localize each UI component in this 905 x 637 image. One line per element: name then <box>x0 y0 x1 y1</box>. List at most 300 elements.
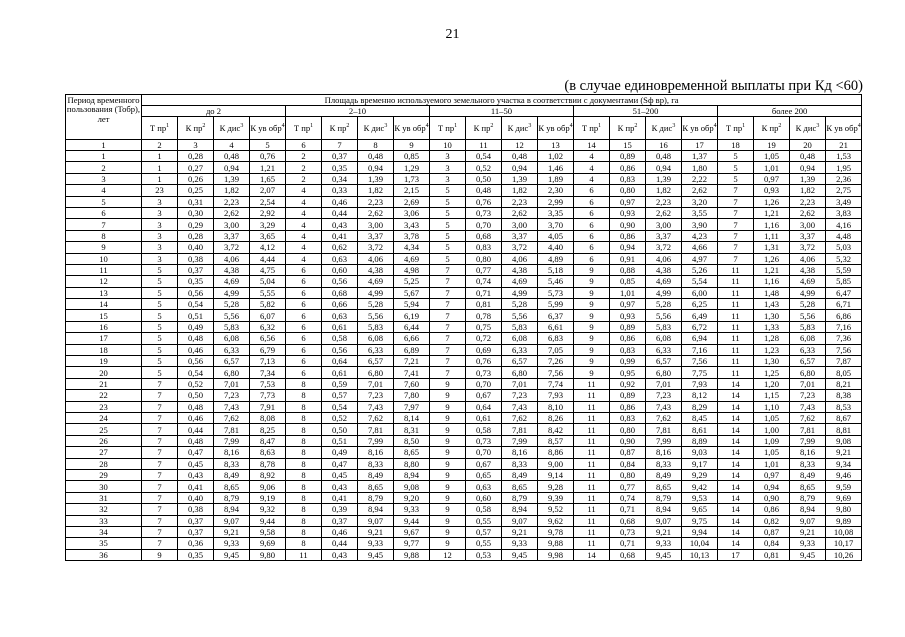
value-cell: 3,78 <box>394 230 430 241</box>
table-row <box>66 549 862 560</box>
value-cell: 1,37 <box>682 151 718 162</box>
subcolumn-header <box>286 117 322 140</box>
value-cell: 7 <box>142 458 178 469</box>
subcolumn-header <box>646 117 682 140</box>
value-cell: 3,00 <box>790 219 826 230</box>
value-cell: 9 <box>574 276 610 287</box>
subcolumn-label: К пр <box>329 122 347 133</box>
value-cell: 0,45 <box>178 458 214 469</box>
area-group-header: 11–50 <box>430 106 574 117</box>
footnote-marker: 3 <box>672 122 676 129</box>
value-cell: 0,56 <box>322 344 358 355</box>
value-cell: 8,63 <box>250 447 286 458</box>
value-cell: 8,86 <box>538 447 574 458</box>
value-cell: 0,46 <box>322 196 358 207</box>
value-cell: 0,51 <box>178 310 214 321</box>
value-cell: 7 <box>430 310 466 321</box>
value-cell: 9,33 <box>358 538 394 549</box>
value-cell: 4,06 <box>358 253 394 264</box>
value-cell: 8,49 <box>790 469 826 480</box>
value-cell: 5 <box>718 162 754 173</box>
value-cell: 7 <box>718 196 754 207</box>
subcolumn-header <box>718 117 754 140</box>
value-cell: 9 <box>574 333 610 344</box>
value-cell: 14 <box>718 458 754 469</box>
value-cell: 6 <box>286 333 322 344</box>
value-cell: 1,73 <box>394 173 430 184</box>
value-cell: 1,80 <box>682 162 718 173</box>
value-cell: 8,45 <box>682 412 718 423</box>
value-cell: 5 <box>142 356 178 367</box>
value-cell: 7 <box>430 287 466 298</box>
value-cell: 5,56 <box>214 310 250 321</box>
value-cell: 3,29 <box>250 219 286 230</box>
value-cell: 5,26 <box>682 264 718 275</box>
value-cell: 4 <box>286 219 322 230</box>
value-cell: 0,77 <box>466 264 502 275</box>
value-cell: 2,23 <box>214 196 250 207</box>
subcolumn-label: К ув обр <box>682 122 714 133</box>
value-cell: 8,53 <box>826 401 862 412</box>
value-cell: 7,01 <box>502 378 538 389</box>
value-cell: 4,44 <box>250 253 286 264</box>
value-cell: 4,06 <box>646 253 682 264</box>
period-cell: 28 <box>66 458 142 469</box>
value-cell: 11 <box>718 310 754 321</box>
value-cell: 0,48 <box>502 151 538 162</box>
footnote-marker: 2 <box>202 122 206 129</box>
area-group-row <box>66 106 862 117</box>
value-cell: 0,40 <box>178 242 214 253</box>
period-cell: 15 <box>66 310 142 321</box>
value-cell: 6 <box>286 310 322 321</box>
value-cell: 6,80 <box>790 367 826 378</box>
subcolumn-header <box>502 117 538 140</box>
value-cell: 0,48 <box>358 151 394 162</box>
value-cell: 2,62 <box>502 207 538 218</box>
value-cell: 4,69 <box>214 276 250 287</box>
value-cell: 0,61 <box>322 321 358 332</box>
column-number-cell: 2 <box>142 140 178 151</box>
value-cell: 0,76 <box>466 196 502 207</box>
value-cell: 0,36 <box>178 538 214 549</box>
value-cell: 5,83 <box>502 321 538 332</box>
period-cell: 6 <box>66 207 142 218</box>
value-cell: 8 <box>286 447 322 458</box>
column-number-cell: 13 <box>538 140 574 151</box>
value-cell: 7 <box>142 401 178 412</box>
period-cell: 9 <box>66 242 142 253</box>
value-cell: 0,59 <box>322 378 358 389</box>
value-cell: 9,07 <box>646 515 682 526</box>
table-row <box>66 469 862 480</box>
value-cell: 4,97 <box>682 253 718 264</box>
value-cell: 8,47 <box>250 435 286 446</box>
value-cell: 7,23 <box>790 390 826 401</box>
value-cell: 7,81 <box>646 424 682 435</box>
value-cell: 6 <box>286 367 322 378</box>
table-row <box>66 162 862 173</box>
value-cell: 0,87 <box>754 526 790 537</box>
value-cell: 0,67 <box>466 458 502 469</box>
value-cell: 14 <box>718 390 754 401</box>
value-cell: 6,83 <box>538 333 574 344</box>
subcolumn-header <box>610 117 646 140</box>
value-cell: 11 <box>718 264 754 275</box>
value-cell: 0,80 <box>466 253 502 264</box>
value-cell: 0,49 <box>178 321 214 332</box>
value-cell: 9,69 <box>250 538 286 549</box>
table-row <box>66 264 862 275</box>
value-cell: 0,91 <box>610 253 646 264</box>
value-cell: 9,46 <box>826 469 862 480</box>
period-cell: 4 <box>66 185 142 196</box>
footnote-marker: 4 <box>857 122 861 129</box>
value-cell: 7 <box>142 435 178 446</box>
value-cell: 9,17 <box>682 458 718 469</box>
value-cell: 9,21 <box>502 526 538 537</box>
value-cell: 8,05 <box>826 367 862 378</box>
table-row <box>66 378 862 389</box>
value-cell: 9 <box>574 356 610 367</box>
value-cell: 5 <box>430 219 466 230</box>
value-cell: 0,25 <box>178 185 214 196</box>
value-cell: 0,74 <box>466 276 502 287</box>
value-cell: 0,48 <box>214 151 250 162</box>
value-cell: 10,17 <box>826 538 862 549</box>
value-cell: 7 <box>142 469 178 480</box>
value-cell: 0,67 <box>466 390 502 401</box>
tariff-table <box>65 94 862 561</box>
value-cell: 0,70 <box>466 378 502 389</box>
table-row <box>66 207 862 218</box>
value-cell: 8,94 <box>394 469 430 480</box>
subcolumn-header <box>250 117 286 140</box>
period-cell: 27 <box>66 447 142 458</box>
value-cell: 0,86 <box>610 162 646 173</box>
value-cell: 10,26 <box>826 549 862 560</box>
value-cell: 5,04 <box>250 276 286 287</box>
value-cell: 5,82 <box>250 299 286 310</box>
value-cell: 0,76 <box>466 356 502 367</box>
value-cell: 8,89 <box>682 435 718 446</box>
value-cell: 14 <box>718 526 754 537</box>
period-cell: 8 <box>66 230 142 241</box>
value-cell: 6,89 <box>394 344 430 355</box>
value-cell: 7,01 <box>214 378 250 389</box>
value-cell: 0,47 <box>322 458 358 469</box>
value-cell: 7,43 <box>214 401 250 412</box>
area-title-header: Площадь временно используемого земельного участка в соответствии с документами (Sф вр), га <box>142 95 862 106</box>
value-cell: 0,94 <box>646 162 682 173</box>
footnote-marker: 4 <box>713 122 717 129</box>
value-cell: 1,39 <box>214 173 250 184</box>
value-cell: 7,81 <box>358 424 394 435</box>
value-cell: 6,33 <box>358 344 394 355</box>
footnote-marker: 2 <box>634 122 638 129</box>
table-row <box>66 390 862 401</box>
value-cell: 7,43 <box>790 401 826 412</box>
table-row <box>66 219 862 230</box>
value-cell: 1,09 <box>754 435 790 446</box>
table-row <box>66 435 862 446</box>
value-cell: 14 <box>718 424 754 435</box>
subcolumn-label: К дис <box>651 122 673 133</box>
value-cell: 0,39 <box>322 504 358 515</box>
value-cell: 0,52 <box>178 378 214 389</box>
value-cell: 8,16 <box>502 447 538 458</box>
value-cell: 8 <box>286 378 322 389</box>
value-cell: 6,44 <box>394 321 430 332</box>
value-cell: 9,45 <box>502 549 538 560</box>
value-cell: 0,69 <box>466 344 502 355</box>
value-cell: 0,40 <box>178 492 214 503</box>
value-cell: 0,99 <box>610 356 646 367</box>
subcolumn-label: К ув обр <box>538 122 570 133</box>
value-cell: 8,79 <box>214 492 250 503</box>
value-cell: 1,26 <box>754 253 790 264</box>
value-cell: 7 <box>718 230 754 241</box>
value-cell: 0,84 <box>610 458 646 469</box>
value-cell: 6,19 <box>394 310 430 321</box>
value-cell: 2,23 <box>646 196 682 207</box>
column-number-cell: 3 <box>178 140 214 151</box>
value-cell: 8,29 <box>682 401 718 412</box>
value-cell: 5,46 <box>538 276 574 287</box>
value-cell: 9,14 <box>538 469 574 480</box>
footnote-marker: 1 <box>454 122 458 129</box>
value-cell: 8 <box>286 538 322 549</box>
period-cell: 21 <box>66 378 142 389</box>
table-row <box>66 276 862 287</box>
area-group-header: более 200 <box>718 106 862 117</box>
value-cell: 8,50 <box>394 435 430 446</box>
value-cell: 5,55 <box>250 287 286 298</box>
value-cell: 2,36 <box>826 173 862 184</box>
column-number-cell: 20 <box>790 140 826 151</box>
period-cell: 18 <box>66 344 142 355</box>
value-cell: 9 <box>430 390 466 401</box>
value-cell: 7,99 <box>790 435 826 446</box>
value-cell: 5,18 <box>538 264 574 275</box>
column-number-cell: 10 <box>430 140 466 151</box>
value-cell: 2 <box>286 151 322 162</box>
value-cell: 9 <box>574 321 610 332</box>
value-cell: 14 <box>718 481 754 492</box>
subcolumn-label: К пр <box>473 122 491 133</box>
value-cell: 8,65 <box>646 481 682 492</box>
value-cell: 9,78 <box>538 526 574 537</box>
value-cell: 0,38 <box>178 253 214 264</box>
value-cell: 1,43 <box>754 299 790 310</box>
subcolumn-header <box>826 117 862 140</box>
value-cell: 4,69 <box>394 253 430 264</box>
value-cell: 6,57 <box>790 356 826 367</box>
period-cell: 31 <box>66 492 142 503</box>
value-cell: 0,57 <box>322 390 358 401</box>
value-cell: 0,41 <box>178 481 214 492</box>
value-cell: 3,90 <box>682 219 718 230</box>
value-cell: 0,56 <box>322 276 358 287</box>
value-cell: 0,70 <box>466 447 502 458</box>
value-cell: 9,33 <box>646 538 682 549</box>
value-cell: 6,57 <box>214 356 250 367</box>
value-cell: 5,56 <box>790 310 826 321</box>
value-cell: 14 <box>718 469 754 480</box>
value-cell: 3 <box>142 253 178 264</box>
value-cell: 0,74 <box>610 492 646 503</box>
value-cell: 6,33 <box>790 344 826 355</box>
value-cell: 5,99 <box>538 299 574 310</box>
value-cell: 7,41 <box>394 367 430 378</box>
value-cell: 11 <box>574 481 610 492</box>
value-cell: 3,72 <box>790 242 826 253</box>
value-cell: 0,31 <box>178 196 214 207</box>
value-cell: 2,07 <box>250 185 286 196</box>
value-cell: 7 <box>718 207 754 218</box>
subcolumn-label: Т пр <box>581 122 599 133</box>
value-cell: 5 <box>718 151 754 162</box>
value-cell: 9,21 <box>358 526 394 537</box>
value-cell: 5,85 <box>826 276 862 287</box>
column-number-cell: 12 <box>502 140 538 151</box>
value-cell: 8,31 <box>394 424 430 435</box>
value-cell: 1,31 <box>754 242 790 253</box>
value-cell: 6,72 <box>682 321 718 332</box>
value-cell: 0,64 <box>466 401 502 412</box>
column-number-cell: 7 <box>322 140 358 151</box>
value-cell: 9 <box>430 424 466 435</box>
value-cell: 4,69 <box>502 276 538 287</box>
value-cell: 6,47 <box>826 287 862 298</box>
subcolumn-label: К дис <box>795 122 817 133</box>
value-cell: 5 <box>718 173 754 184</box>
value-cell: 11 <box>574 515 610 526</box>
value-cell: 0,73 <box>610 526 646 537</box>
value-cell: 0,49 <box>322 447 358 458</box>
value-cell: 0,83 <box>610 412 646 423</box>
value-cell: 8,65 <box>502 481 538 492</box>
value-cell: 3 <box>142 196 178 207</box>
value-cell: 4,06 <box>790 253 826 264</box>
value-cell: 9 <box>430 378 466 389</box>
subcolumn-label: Т пр <box>149 122 167 133</box>
value-cell: 0,37 <box>178 526 214 537</box>
value-cell: 5,73 <box>538 287 574 298</box>
value-cell: 1,46 <box>538 162 574 173</box>
value-cell: 0,34 <box>322 173 358 184</box>
value-cell: 9,67 <box>394 526 430 537</box>
value-cell: 7,01 <box>646 378 682 389</box>
value-cell: 0,90 <box>610 219 646 230</box>
value-cell: 0,45 <box>322 469 358 480</box>
footnote-marker: 1 <box>742 122 746 129</box>
value-cell: 5 <box>142 333 178 344</box>
value-cell: 3,55 <box>682 207 718 218</box>
value-cell: 0,53 <box>466 549 502 560</box>
value-cell: 6,08 <box>214 333 250 344</box>
value-cell: 7 <box>142 390 178 401</box>
value-cell: 3 <box>430 162 466 173</box>
value-cell: 0,86 <box>610 333 646 344</box>
value-cell: 9,07 <box>790 515 826 526</box>
value-cell: 9 <box>574 310 610 321</box>
value-cell: 5,28 <box>214 299 250 310</box>
value-cell: 0,41 <box>322 230 358 241</box>
value-cell: 11 <box>718 321 754 332</box>
value-cell: 5,32 <box>826 253 862 264</box>
value-cell: 9,07 <box>358 515 394 526</box>
value-cell: 2,69 <box>394 196 430 207</box>
table-row <box>66 253 862 264</box>
value-cell: 4,99 <box>358 287 394 298</box>
value-cell: 6 <box>574 253 610 264</box>
value-cell: 11 <box>574 412 610 423</box>
value-cell: 8,08 <box>250 412 286 423</box>
value-cell: 2,23 <box>358 196 394 207</box>
value-cell: 0,84 <box>754 538 790 549</box>
value-cell: 0,48 <box>178 401 214 412</box>
value-cell: 0,83 <box>466 242 502 253</box>
value-cell: 2,62 <box>214 207 250 218</box>
value-cell: 0,81 <box>466 299 502 310</box>
value-cell: 7,23 <box>358 390 394 401</box>
value-cell: 0,76 <box>250 151 286 162</box>
value-cell: 7 <box>142 412 178 423</box>
value-cell: 2,23 <box>790 196 826 207</box>
value-cell: 1,21 <box>250 162 286 173</box>
subcolumn-label: К ув обр <box>394 122 426 133</box>
value-cell: 0,85 <box>610 276 646 287</box>
value-cell: 8 <box>286 515 322 526</box>
value-cell: 8,33 <box>790 458 826 469</box>
value-cell: 1,48 <box>754 287 790 298</box>
value-cell: 5 <box>430 185 466 196</box>
value-cell: 0,66 <box>322 299 358 310</box>
period-cell: 11 <box>66 264 142 275</box>
value-cell: 8,81 <box>826 424 862 435</box>
value-cell: 0,58 <box>322 333 358 344</box>
value-cell: 11 <box>574 469 610 480</box>
value-cell: 8,16 <box>358 447 394 458</box>
value-cell: 2,62 <box>790 207 826 218</box>
footnote-marker: 1 <box>598 122 602 129</box>
value-cell: 1,82 <box>790 185 826 196</box>
value-cell: 6,00 <box>682 287 718 298</box>
value-cell: 6,80 <box>214 367 250 378</box>
value-cell: 8 <box>286 435 322 446</box>
value-cell: 0,72 <box>466 333 502 344</box>
value-cell: 8 <box>286 424 322 435</box>
value-cell: 0,73 <box>466 435 502 446</box>
value-cell: 9 <box>430 447 466 458</box>
value-cell: 0,48 <box>178 435 214 446</box>
value-cell: 0,54 <box>178 299 214 310</box>
table-row <box>66 185 862 196</box>
value-cell: 0,33 <box>322 185 358 196</box>
value-cell: 10,04 <box>682 538 718 549</box>
value-cell: 6 <box>574 242 610 253</box>
value-cell: 5 <box>430 196 466 207</box>
value-cell: 9 <box>430 492 466 503</box>
value-cell: 5,83 <box>358 321 394 332</box>
value-cell: 0,48 <box>178 333 214 344</box>
value-cell: 9,77 <box>394 538 430 549</box>
value-cell: 0,93 <box>754 185 790 196</box>
value-cell: 7,56 <box>682 356 718 367</box>
column-number-cell: 17 <box>682 140 718 151</box>
value-cell: 14 <box>718 515 754 526</box>
